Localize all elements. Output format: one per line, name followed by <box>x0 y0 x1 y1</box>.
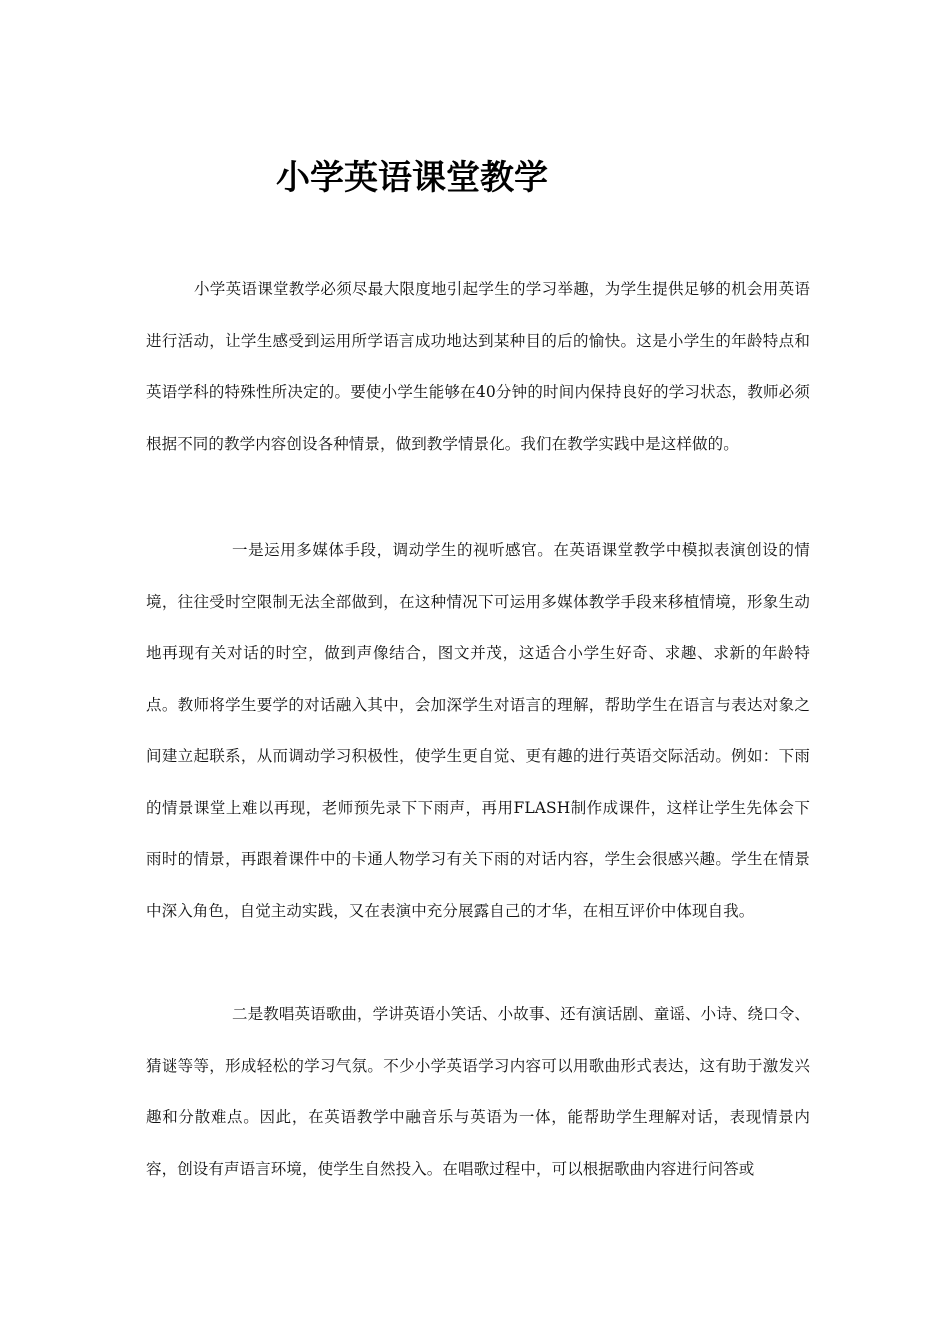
paragraph-2: 一是运用多媒体手段，调动学生的视听感官。在英语课堂教学中模拟表演创设的情境，往往受时空限制无法全部做到，在这种情况下可运用多媒体教学手段来移植情境，形象生动地再现有关对话的时空，做到声像结合，图文并茂，这适合小学生好奇、求趣、求新的年龄特点。教师将学生要学的对话融入其中，会加深学生对语言的理解，帮助学生在语言与表达对象之间建立起联系，从而调动学习积极性，使学生更自觉、更有趣的进行英语交际活动。例如：下雨的情景课堂上难以再现，老师预先录下下雨声，再用FLASH制作成课件，这样让学生先体会下雨时的情景，再跟着课件中的卡通人物学习有关下雨的对话内容，学生会很感兴趣。学生在情景中深入角色，自觉主动实践，又在表演中充分展露自己的才华，在相互评价中体现自我。 <box>146 541 810 920</box>
paragraph-3: 二是教唱英语歌曲，学讲英语小笑话、小故事、还有演话剧、童谣、小诗、绕口令、猜谜等等，形成轻松的学习气氛。不少小学英语学习内容可以用歌曲形式表达，这有助于激发兴趣和分散难点。因此，在英语教学中融音乐与英语为一体，能帮助学生理解对话，表现情景内容，创设有声语言环境，使学生自然投入。在唱歌过程中，可以根据歌曲内容进行问答或 <box>146 1005 810 1178</box>
document-title: 小学英语课堂教学 <box>276 158 548 198</box>
paragraph-1: 小学英语课堂教学必须尽最大限度地引起学生的学习举趣，为学生提供足够的机会用英语进行活动，让学生感受到运用所学语言成功地达到某种目的后的愉快。这是小学生的年龄特点和英语学科的特殊性所决定的。要使小学生能够在40分钟的时间内保持良好的学习状态，教师必须根据不同的教学内容创设各种情景，做到教学情景化。我们在教学实践中是这样做的。 <box>146 280 810 453</box>
